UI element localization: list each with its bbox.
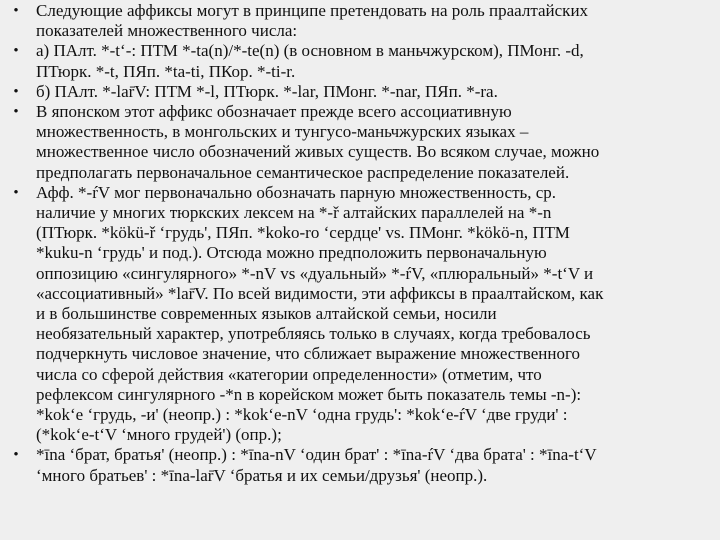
text-line: Афф. *-ŕV мог первоначально обозначать парную множественность, ср. (36, 182, 557, 202)
list-item (6, 102, 714, 183)
text-line: и в большинстве современных языков алтайской семьи, носили (36, 304, 497, 324)
list-item (6, 183, 714, 446)
text-line: множественность, в монгольских и тунгусо-маньчжурских языках – (36, 122, 529, 142)
list-item (6, 82, 714, 102)
text-line: предполагать первоначальное семантическое распределение показателей. (36, 162, 570, 182)
text-line: *kok‘e ‘грудь, -и' (неопр.) : *kok‘e-nV ‘одна грудь': *kok‘e-ŕV ‘две груди' : (36, 405, 568, 425)
text-line: ПТюрк. *-t, ПЯп. *ta-ti, ПКор. *-ti-r. (36, 61, 296, 81)
text-line: «ассоциативный» *lar̄V. По всей видимости, эти аффиксы в праалтайском, как (36, 283, 604, 303)
text-line: (ПТюрк. *kökü-ř ‘грудь', ПЯп. *koko-ro ‘сердце' vs. ПМонг. *kökö-n, ПТМ (36, 223, 570, 243)
text-line: (*kok‘e-t‘V ‘много грудей') (опр.); (36, 425, 282, 445)
bullet-list (6, 1, 714, 486)
text-line: ‘много братьев' : *īna-lar̄V ‘братья и их семьи/друзья' (неопр.). (36, 465, 488, 485)
text-line: рефлексом сингулярного -*n в корейском может быть показатель темы -n-): (36, 384, 582, 404)
list-item (6, 41, 714, 81)
text-line: множественное число обозначений живых существ. Во всяком случае, можно (36, 142, 600, 162)
text-line: В японском этот аффикс обозначает прежде всего ассоциативную (36, 102, 512, 122)
text-line: *īna ‘брат, братья' (неопр.) : *īna-nV ‘один брат' : *īna-ŕV ‘два брата' : *īna-t‘V (36, 445, 597, 465)
text-line: наличие у многих тюркских лексем на *-ř алтайских параллелей на *-n (36, 203, 552, 223)
text-line: *kuku-n ‘грудь' и под.). Отсюда можно предположить первоначальную (36, 243, 547, 263)
list-item (6, 445, 714, 485)
bullet-icon: • (13, 83, 19, 100)
text-line: необязательный характер, употребляясь только в случаях, когда требовалось (36, 324, 591, 344)
bullet-icon: • (13, 3, 19, 19)
text-line: показателей множественного числа: (36, 21, 298, 41)
text-line: оппозицию «сингулярного» *-nV vs «дуальный» *-ŕV, «плюральный» *-t‘V и (36, 263, 594, 283)
text-line: числа со сферой действия «категории определенности» (отметим, что (36, 364, 542, 384)
bullet-icon: • (13, 447, 19, 464)
text-line: а) ПАлт. *-t‘-: ПТМ *-ta(n)/*-te(n) (в основном в маньчжурском), ПМонг. -d, (36, 41, 584, 61)
text-line: б) ПАлт. *-lar̄V: ПТМ *-l, ПТюрк. *-lar, ПМонг. *-nar, ПЯп. *-ra. (36, 81, 498, 101)
bullet-icon: • (13, 104, 19, 121)
text-line: подчеркнуть числовое значение, что сближает выражение множественного (36, 344, 580, 364)
list-item (6, 1, 714, 41)
bullet-icon: • (13, 43, 19, 60)
text-line: Следующие аффиксы могут в принципе претендовать на роль праалтайских (36, 1, 589, 20)
bullet-icon: • (13, 184, 19, 201)
